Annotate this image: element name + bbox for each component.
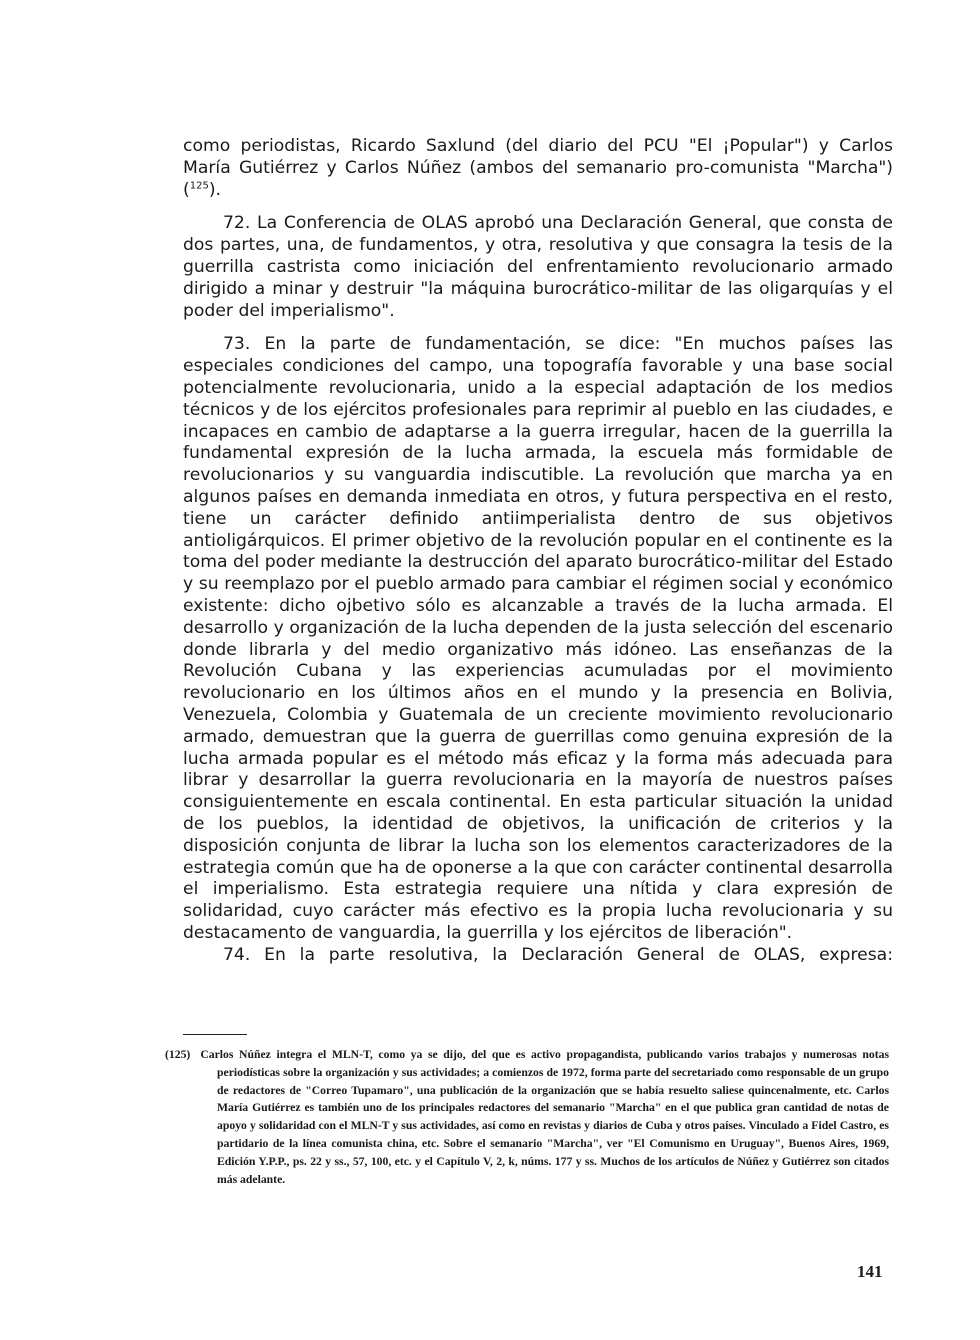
footnote-reference[interactable]: 125 — [189, 179, 209, 191]
footnote — [165, 1046, 889, 1188]
paragraph-73 — [183, 334, 893, 944]
paragraph-text: En la parte de fundamentación, se dice: "En muchos países las especiales condiciones del campo, una topografía favorable y una base social potencialmente revolucionaria, unido a la especial adaptación de los medios técnicos y de los ejércitos profesionales para reprimir al pueblo en las ciudades, e incapaces en cambio de adaptarse a la guerra irregular, hacen de la guerrilla la fundamental expresión de la lucha armada, la escuela más formidable de revolucionarios y su vanguardia indiscutible. La revolución que marcha ya en algunos países en demanda inmediata en otros, y futura perspectiva en el resto, tiene un carácter definido antiimperialista dentro de sus objetivos antioligárquicos. El primer objetivo de la revolución popular en el continente es la toma del poder mediante la destrucción del aparato burocrático-militar del Estado y su reemplazo por el pueblo armado para cambiar el régimen social y económico existente: dicho ojbetivo sólo es alcanzable a través de la lucha armada. El desarrollo y organización de la lucha dependen de la justa selección del escenario donde librarla y del medio organizativo más idóneo. Las enseñanzas de la Revolución Cubana y las experiencias acumuladas por el movimiento revolucionario en los últimos años en el mundo y la presencia en Bolivia, Venezuela, Colombia y Guatemala de un creciente movimiento revolucionario armado, demuestran que la guerra de guerrillas como genuina expresión de la lucha armada popular es el método más eficaz y la forma más adecuada para librar y desarrollar la guerra revolucionaria en la mayoría de nuestros países consiguientemente en escala continental. En esta particular situación la unidad de los pueblos, la identidad de objetivos, la unificación de criterios y la disposición conjunta de librar la lucha son los elementos caracterizadores de la estrategia común que ha de oponerse a la que con carácter continental desarrolla el imperialismo. Esta estrategia requiere una nítida y clara expresión de solidaridad, cuyo carácter más efectivo es la propia lucha revolucionaria y su destacamento de vanguardia, la guerrilla y los ejércitos de liberación". — [183, 334, 893, 943]
opening-text-end: ). — [208, 179, 221, 200]
body-text — [183, 136, 893, 966]
footnote-body — [165, 1046, 889, 1188]
footnote-mark: (125) — [165, 1048, 191, 1061]
paragraph-text: En la parte resolutiva, la Declaración General de OLAS, expresa: — [264, 944, 893, 965]
footnote-text: Carlos Núñez integra el MLN-T, como ya se dijo, del que es activo propagandista, publicando varios trabajos y numerosas notas periodísticas sobre la organización y sus actividades; a comienzos de 1972, forma parte del secretariado como responsable de un grupo de redactores de "Correo Tupamaro", una publicación de la organización que se había resuelto saliese quincenalmente, etc. Carlos María Gutiérrez es también uno de los principales redactores del semanario "Marcha" en el que publica gran cantidad de notas de apoyo y solidaridad con el MLN-T y sus actividades, así como en revistas y diarios de Cuba y otros países. Vinculado a Fidel Castro, es partidario de la línea comunista china, etc. Sobre el semanario "Marcha", ver "El Comunismo en Uruguay", Buenos Aires, 1969, Edición Y.P.P., ps. 22 y ss., 57, 100, etc. y el Capítulo V, 2, k, núms. 177 y ss. Muchos de los artículos de Núñez y Gutiérrez son citados más adelante. — [200, 1048, 889, 1186]
paragraph-number: 74. — [223, 944, 251, 965]
opening-text: como periodistas, Ricardo Saxlund (del diario del PCU "El ¡Popular") y Carlos María Gutiérrez y Carlos Núñez (ambos del semanario pro-comunista "Marcha") ( — [183, 136, 893, 200]
paragraph-72 — [183, 213, 893, 322]
paragraph-number: 73. — [223, 334, 251, 355]
paragraph-74 — [183, 945, 893, 967]
opening-paragraph — [183, 136, 893, 201]
page-number: 141 — [857, 1262, 883, 1281]
footnote-separator — [183, 1034, 247, 1035]
paragraph-text: La Conferencia de OLAS aprobó una Declaración General, que consta de dos partes, una, de fundamentos, y otra, resolutiva y que consagra la tesis de la guerrilla castrista como iniciación del enfrentamiento revolucionario armado dirigido a minar y destruir "la máquina burocrático-militar de las oligarquías y el poder del imperialismo". — [183, 213, 893, 321]
paragraph-number: 72. — [223, 213, 251, 234]
